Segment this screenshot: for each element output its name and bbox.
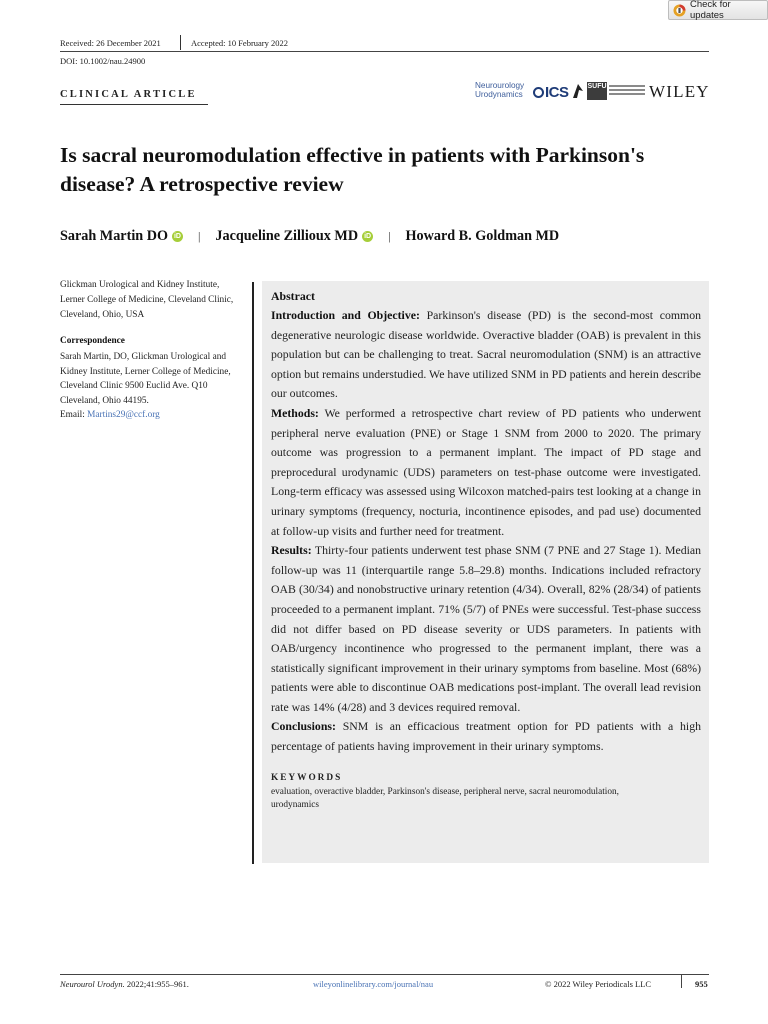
header-rule [60,51,709,52]
section-label: Results: [271,543,312,558]
orcid-icon[interactable]: iD [173,233,181,240]
globe-icon [533,87,544,98]
footer-rule [60,974,709,975]
email-link[interactable]: Martins29@ccf.org [87,410,160,420]
accepted-date: Accepted: 10 February 2022 [191,38,289,48]
journal-abbrev: Neurourol Urodyn. [60,979,125,989]
article-type-rule [60,104,208,105]
logo-line-2: Urodynamics [475,90,523,99]
crossmark-icon [673,4,686,17]
abstract-section [271,404,701,541]
author-name: Howard B. Goldman MD [405,228,560,244]
author-separator: | [388,229,391,243]
article-type: CLINICAL ARTICLE [60,89,197,100]
bird-logo-icon [571,82,585,100]
footer-citation [60,979,189,989]
abstract-heading: Abstract [271,289,315,303]
sufu-logo [587,82,607,100]
check-for-updates-label: Check for updates [690,0,731,21]
section-text: Parkinson's disease (PD) is the second-most common degenerative neurologic disease worldwide. Overactive bladder (OAB) is prevalent in this population but can be challenging to treat. Sacral neuromodulation (SNM) is an attractive option but remains understudied. We have utilized SNM in PD patients and herein describe our outcomes. [271,308,701,401]
check-for-updates-button[interactable] [668,0,768,20]
abstract-section [271,717,701,756]
affiliation: Glickman Urological and Kidney Institute, Lerner College of Medicine, Cleveland Clinic, Cleveland, Ohio, USA [60,280,234,320]
section-label: Conclusions: [271,719,336,734]
abstract-box [262,281,709,863]
section-text: Thirty-four patients underwent test phase SNM (7 PNE and 27 Stage 1). Median follow-up was 11 (interquartile range 5.8–29.8) months. Indications included refractory OAB (30/34) and nonobstructive urinary retention (4/34). Overall, 82% (28/34) of patients proceeded to a permanent implant. 71% (5/7) of PNEs were successful. Test-phase success did not differ based on PD disease severity or UDS parameters. In patients with OAB/urgency incontinence who progressed to the permanent implant, there was a statistically significant improvement in their urinary symptoms from baseline. Most (68%) patients were able to discontinue OAB medications post-implant. The overall lead revision rate was 14% (4/28) and 3 devices required removal. [271,543,702,714]
footer-divider [681,974,682,988]
article-title: Is sacral neuromodulation effective in patients with Parkinson's disease? A retrospective review [60,143,645,196]
section-label: Introduction and Objective: [271,308,420,322]
correspondence-address: Sarah Martin, DO, Glickman Urological and Kidney Institute, Lerner College of Medicine, Cleveland Clinic 9500 Euclid Ave. Q10 Cleveland, Ohio 44195. [60,352,231,406]
section-label: Methods: [271,405,319,420]
header-divider [180,35,181,50]
email-label: Email: [60,410,85,420]
logo-line-1: Neurourology [475,81,525,90]
journal-url-link[interactable]: wileyonlinelibrary.com/journal/nau [313,979,434,989]
neurourology-urodynamics-logo [475,81,530,101]
doi: DOI: 10.1002/nau.24900 [60,56,146,66]
section-text: We performed a retrospective chart review of PD patients who underwent peripheral nerve evaluation (PNE) or Stage 1 SNM from 2000 to 2020. The primary outcome was progression to a permanent implant. The impact of PD stage and preprocedural urodynamic (UDS) parameters on test-phase outcome were investigated. Long-term efficacy was assessed using Wilcoxon matched-pairs test looking at a change in urinary symptoms (frequency, nocturia, incontinence episodes, and pad use) documented at follow-up visits and further need for treatment. [271,405,701,538]
orcid-icon[interactable]: iD [364,233,372,240]
page-number: 955 [695,979,708,989]
sufu-logo-text: SUFU [587,83,607,90]
received-date: Received: 26 December 2021 [60,38,161,48]
ics-logo [533,84,569,101]
sufu-logo-wordmark [609,83,645,99]
correspondence-heading: Correspondence [60,336,125,346]
ics-logo-text: ICS [545,84,569,101]
copyright: © 2022 Wiley Periodicals LLC [545,979,652,989]
abstract-section [271,306,701,404]
abstract-section [271,541,701,717]
author-list [60,228,559,245]
abstract-side-rule [252,282,254,864]
citation-volume: 2022;41:955–961. [124,979,189,989]
keywords-list: evaluation, overactive bladder, Parkinson's disease, peripheral nerve, sacral neuromodulation, urodynamics [271,786,620,811]
author-name: Sarah Martin DO [60,228,168,244]
keywords-heading: KEYWORDS [271,772,343,783]
section-text: SNM is an efficacious treatment option for PD patients with a high percentage of patients having improvement in their urinary symptoms. [271,719,702,754]
author-name: Jacqueline Zillioux MD [215,228,359,244]
correspondence-text [60,350,246,423]
wiley-logo: WILEY [649,82,710,101]
author-separator: | [197,229,201,243]
